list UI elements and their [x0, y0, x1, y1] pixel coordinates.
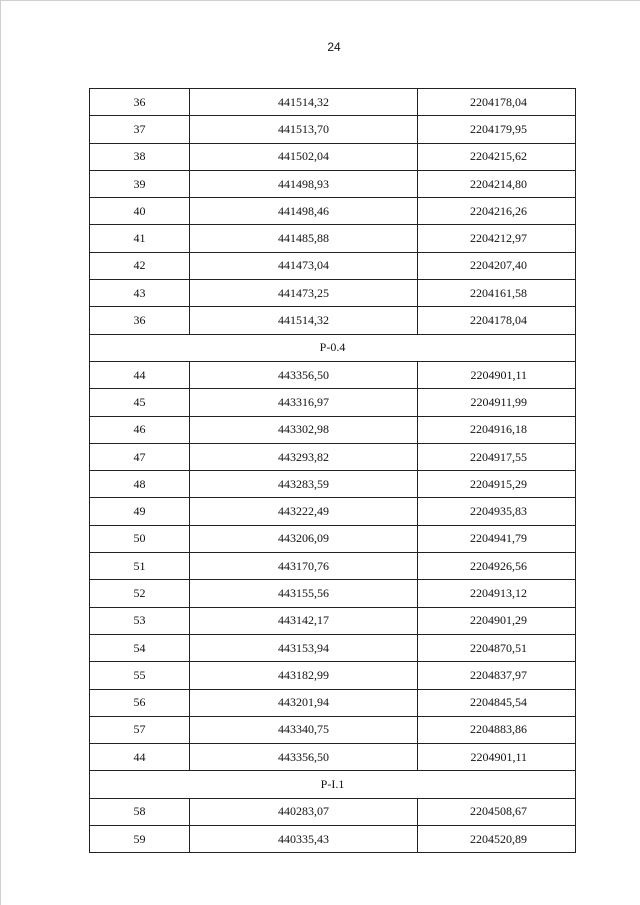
- y-coordinate-cell: 2204161,58: [418, 280, 576, 307]
- x-coordinate-cell: 441498,46: [190, 198, 418, 225]
- y-coordinate-cell: 2204837,97: [418, 662, 576, 689]
- table-row: [90, 553, 576, 580]
- y-coordinate-cell: 2204214,80: [418, 170, 576, 197]
- x-coordinate-cell: 443222,49: [190, 498, 418, 525]
- x-coordinate-cell: 443155,56: [190, 580, 418, 607]
- point-number-cell: 36: [90, 89, 190, 116]
- x-coordinate-cell: 441473,25: [190, 280, 418, 307]
- y-coordinate-cell: 2204215,62: [418, 143, 576, 170]
- x-coordinate-cell: 441514,32: [190, 89, 418, 116]
- table-row: [90, 89, 576, 116]
- scan-edge-top: [0, 0, 640, 1]
- x-coordinate-cell: 441485,88: [190, 225, 418, 252]
- point-number-cell: 45: [90, 389, 190, 416]
- y-coordinate-cell: 2204870,51: [418, 634, 576, 661]
- point-number-cell: 40: [90, 198, 190, 225]
- table-row: [90, 471, 576, 498]
- point-number-cell: 56: [90, 689, 190, 716]
- point-number-cell: 38: [90, 143, 190, 170]
- point-number-cell: 44: [90, 361, 190, 388]
- point-number-cell: 55: [90, 662, 190, 689]
- section-header-row: [90, 334, 576, 361]
- y-coordinate-cell: 2204941,79: [418, 525, 576, 552]
- coordinates-table: [89, 88, 576, 853]
- x-coordinate-cell: 443356,50: [190, 361, 418, 388]
- table-row: [90, 361, 576, 388]
- y-coordinate-cell: 2204901,29: [418, 607, 576, 634]
- table-row: [90, 744, 576, 771]
- y-coordinate-cell: 2204520,89: [418, 826, 576, 853]
- x-coordinate-cell: 443340,75: [190, 716, 418, 743]
- y-coordinate-cell: 2204901,11: [418, 744, 576, 771]
- table-row: [90, 170, 576, 197]
- y-coordinate-cell: 2204178,04: [418, 307, 576, 334]
- coordinates-table-body: [90, 89, 576, 853]
- x-coordinate-cell: 443283,59: [190, 471, 418, 498]
- x-coordinate-cell: 441513,70: [190, 116, 418, 143]
- point-number-cell: 39: [90, 170, 190, 197]
- x-coordinate-cell: 443153,94: [190, 634, 418, 661]
- point-number-cell: 37: [90, 116, 190, 143]
- y-coordinate-cell: 2204935,83: [418, 498, 576, 525]
- point-number-cell: 57: [90, 716, 190, 743]
- table-row: [90, 634, 576, 661]
- y-coordinate-cell: 2204913,12: [418, 580, 576, 607]
- x-coordinate-cell: 443201,94: [190, 689, 418, 716]
- y-coordinate-cell: 2204179,95: [418, 116, 576, 143]
- point-number-cell: 46: [90, 416, 190, 443]
- x-coordinate-cell: 443142,17: [190, 607, 418, 634]
- scan-edge-left: [0, 0, 1, 905]
- point-number-cell: 50: [90, 525, 190, 552]
- x-coordinate-cell: 443316,97: [190, 389, 418, 416]
- section-label: Р-0.4: [90, 334, 576, 361]
- point-number-cell: 42: [90, 252, 190, 279]
- x-coordinate-cell: 443293,82: [190, 443, 418, 470]
- page-number: 24: [327, 40, 341, 54]
- y-coordinate-cell: 2204845,54: [418, 689, 576, 716]
- point-number-cell: 54: [90, 634, 190, 661]
- y-coordinate-cell: 2204212,97: [418, 225, 576, 252]
- y-coordinate-cell: 2204917,55: [418, 443, 576, 470]
- point-number-cell: 47: [90, 443, 190, 470]
- table-row: [90, 580, 576, 607]
- x-coordinate-cell: 440335,43: [190, 826, 418, 853]
- table-row: [90, 443, 576, 470]
- y-coordinate-cell: 2204207,40: [418, 252, 576, 279]
- y-coordinate-cell: 2204916,18: [418, 416, 576, 443]
- y-coordinate-cell: 2204216,26: [418, 198, 576, 225]
- x-coordinate-cell: 443302,98: [190, 416, 418, 443]
- table-row: [90, 143, 576, 170]
- y-coordinate-cell: 2204926,56: [418, 553, 576, 580]
- point-number-cell: 36: [90, 307, 190, 334]
- point-number-cell: 51: [90, 553, 190, 580]
- table-row: [90, 498, 576, 525]
- y-coordinate-cell: 2204901,11: [418, 361, 576, 388]
- point-number-cell: 59: [90, 826, 190, 853]
- table-row: [90, 252, 576, 279]
- point-number-cell: 52: [90, 580, 190, 607]
- point-number-cell: 53: [90, 607, 190, 634]
- y-coordinate-cell: 2204508,67: [418, 798, 576, 825]
- x-coordinate-cell: 443170,76: [190, 553, 418, 580]
- table-row: [90, 716, 576, 743]
- table-row: [90, 798, 576, 825]
- table-row: [90, 307, 576, 334]
- point-number-cell: 43: [90, 280, 190, 307]
- table-row: [90, 689, 576, 716]
- x-coordinate-cell: 441498,93: [190, 170, 418, 197]
- table-row: [90, 198, 576, 225]
- table-row: [90, 662, 576, 689]
- y-coordinate-cell: 2204911,99: [418, 389, 576, 416]
- point-number-cell: 44: [90, 744, 190, 771]
- point-number-cell: 48: [90, 471, 190, 498]
- table-row: [90, 607, 576, 634]
- x-coordinate-cell: 441473,04: [190, 252, 418, 279]
- x-coordinate-cell: 440283,07: [190, 798, 418, 825]
- section-header-row: [90, 771, 576, 798]
- table-row: [90, 416, 576, 443]
- table-row: [90, 116, 576, 143]
- point-number-cell: 58: [90, 798, 190, 825]
- y-coordinate-cell: 2204178,04: [418, 89, 576, 116]
- table-row: [90, 525, 576, 552]
- x-coordinate-cell: 441502,04: [190, 143, 418, 170]
- x-coordinate-cell: 443206,09: [190, 525, 418, 552]
- table-row: [90, 826, 576, 853]
- x-coordinate-cell: 443356,50: [190, 744, 418, 771]
- table-row: [90, 225, 576, 252]
- point-number-cell: 49: [90, 498, 190, 525]
- section-label: Р-І.1: [90, 771, 576, 798]
- y-coordinate-cell: 2204915,29: [418, 471, 576, 498]
- y-coordinate-cell: 2204883,86: [418, 716, 576, 743]
- point-number-cell: 41: [90, 225, 190, 252]
- table-row: [90, 389, 576, 416]
- table-row: [90, 280, 576, 307]
- x-coordinate-cell: 443182,99: [190, 662, 418, 689]
- x-coordinate-cell: 441514,32: [190, 307, 418, 334]
